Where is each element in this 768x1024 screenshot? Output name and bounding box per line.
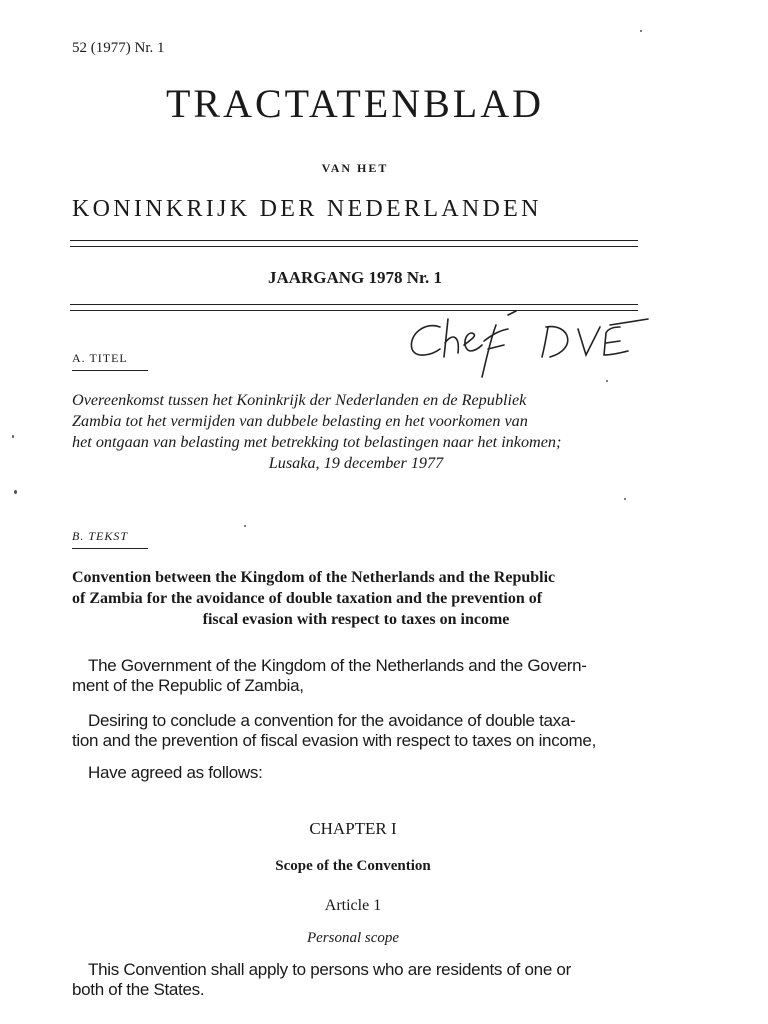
scan-speck bbox=[14, 490, 17, 494]
paragraph-line: tion and the prevention of fiscal evasion with respect to taxes on income, bbox=[72, 731, 597, 750]
scan-speck bbox=[640, 30, 642, 32]
convention-title-line: fiscal evasion with respect to taxes on income bbox=[202, 611, 510, 628]
preamble-paragraph-2 bbox=[72, 711, 638, 751]
convention-title-line: Convention between the Kingdom of the Netherlands and the Republic bbox=[72, 569, 556, 586]
article-heading: Article 1 bbox=[324, 897, 382, 914]
header-double-rule bbox=[70, 240, 638, 247]
dutch-place-date: Lusaka, 19 december 1977 bbox=[268, 454, 444, 472]
dutch-title-block bbox=[72, 390, 640, 474]
scan-speck bbox=[12, 435, 14, 438]
dutch-title-line: Zambia tot het vermijden van dubbele belasting en het voorkomen van bbox=[72, 412, 528, 430]
preamble-paragraph-3 bbox=[72, 763, 638, 783]
paragraph-line: ment of the Republic of Zambia, bbox=[72, 676, 304, 695]
section-a-label: A. TITEL bbox=[72, 351, 148, 371]
publication-title: TRACTATENBLAD bbox=[165, 81, 544, 126]
dutch-title-line: Overeenkomst tussen het Koninkrijk der Nederlanden en de Republiek bbox=[72, 391, 527, 409]
article-title: Personal scope bbox=[306, 930, 400, 946]
paragraph-line: Desiring to conclude a convention for the avoidance of double taxa- bbox=[88, 711, 576, 730]
preamble-paragraph-1 bbox=[72, 656, 638, 696]
section-b-label: B. TEKST bbox=[72, 529, 148, 549]
chapter-title: Scope of the Convention bbox=[275, 858, 431, 874]
paragraph-line: This Convention shall apply to persons who are residents of one or bbox=[88, 960, 571, 979]
convention-title bbox=[72, 567, 640, 630]
scan-speck bbox=[606, 380, 608, 382]
paragraph-line: both of the States. bbox=[72, 980, 205, 999]
document-serial-number: 52 (1977) Nr. 1 bbox=[72, 40, 165, 56]
paragraph-line: The Government of the Kingdom of the Netherlands and the Govern- bbox=[88, 656, 587, 675]
convention-title-line: of Zambia for the avoidance of double taxation and the prevention of bbox=[72, 590, 543, 607]
volume-number: JAARGANG 1978 Nr. 1 bbox=[267, 268, 443, 287]
handwritten-signature bbox=[400, 305, 660, 385]
publication-subtitle: VAN HET bbox=[321, 161, 389, 175]
article-1-text bbox=[72, 960, 638, 1000]
kingdom-heading: KONINKRIJK DER NEDERLANDEN bbox=[72, 196, 542, 222]
paragraph-line: Have agreed as follows: bbox=[88, 763, 263, 782]
scan-speck bbox=[244, 525, 246, 527]
scan-speck bbox=[624, 498, 626, 500]
dutch-title-line: het ontgaan van belasting met betrekking tot belastingen naar het inkomen; bbox=[72, 433, 562, 451]
chapter-heading: CHAPTER I bbox=[309, 819, 397, 838]
